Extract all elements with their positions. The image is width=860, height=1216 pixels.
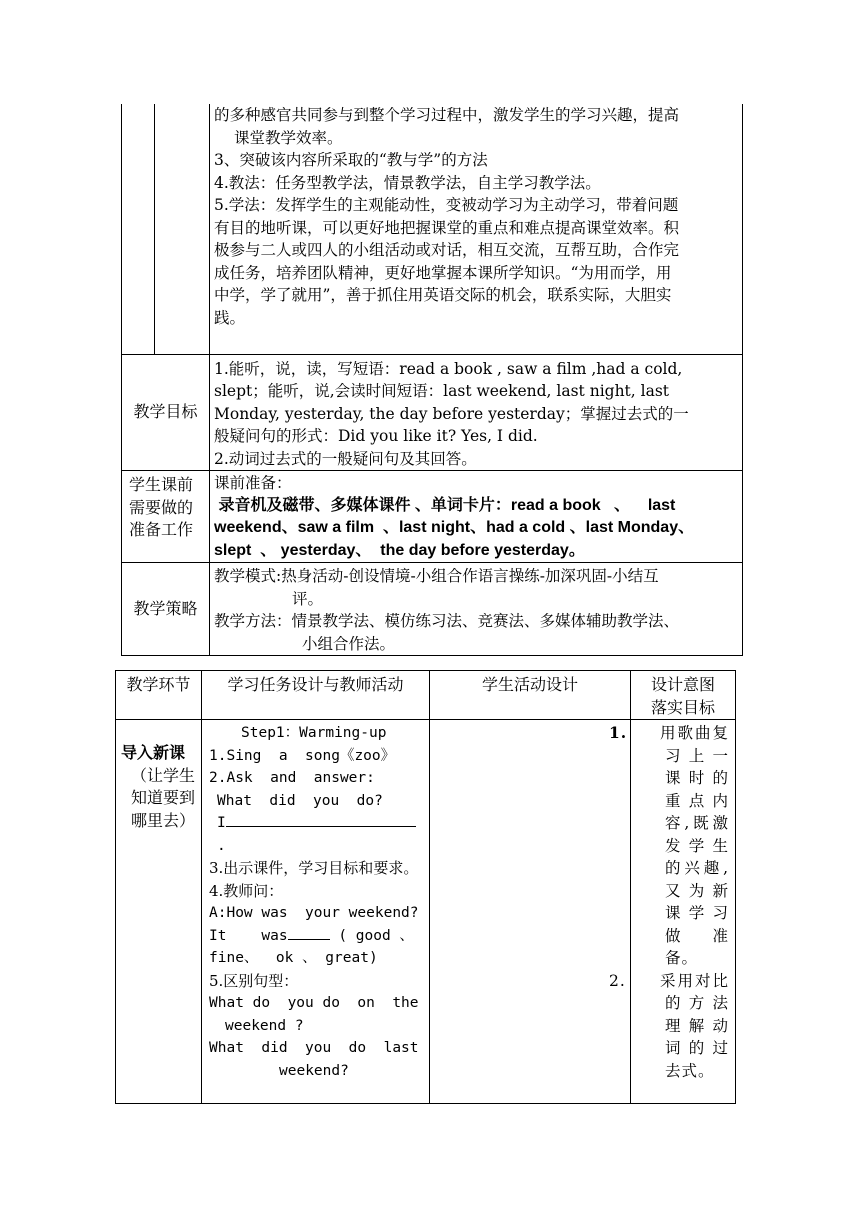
goals-label: 教学目标 (122, 354, 210, 471)
teacher-line: 5.区别句型： (209, 971, 299, 990)
stage-title: 导入新课 (121, 743, 186, 762)
goals-cell (210, 354, 743, 471)
prep-label-line: 学生课前 (129, 475, 194, 494)
prep-cell (210, 471, 743, 563)
teaching-process-table (115, 670, 736, 1104)
prep-title: 课前准备： (214, 474, 292, 492)
cont-line: 中学，学了就用”，善于抓住用英语交际的机会，联系实际，大胆实 (214, 286, 672, 304)
goals-line: 2.动词过去式的一般疑问句及其回答。 (214, 449, 477, 468)
student-activity-cell (430, 720, 631, 1104)
prep-line: slept 、 yesterday、 the day before yesterday。 (214, 541, 585, 559)
teacher-line: What did you do? (217, 792, 383, 809)
strategy-line: 评。 (292, 589, 324, 608)
fill-blank (226, 812, 416, 827)
goals-line: 1.能听，说，读，写短语：read a book , saw a film ,had a cold, (214, 359, 683, 378)
header-stage: 教学环节 (116, 671, 202, 720)
stage-cell (116, 720, 202, 1104)
header-intent: 设计意图 落实目标 (631, 671, 736, 720)
blank-cell-1 (122, 104, 155, 354)
step-title: Step1：Warming-up (241, 725, 387, 741)
blank-cell-2 (155, 104, 210, 354)
fill-blank (288, 925, 330, 940)
blank-prefix: I (217, 815, 226, 831)
intent-number: 1. (609, 723, 628, 742)
teacher-line: 1.Sing a song《zoo》 (209, 747, 396, 764)
teacher-line: fine、 ok 、 great) (209, 950, 378, 966)
teacher-line: A:How was your weekend? (209, 905, 419, 921)
goals-line: Monday, yesterday, the day before yesterday；掌握过去式的一 (214, 404, 689, 423)
intent-text: 采用对比的方法理解动词的过去式。 (659, 971, 729, 1080)
cont-line: 5.学法：发挥学生的主观能动性，变被动学习为主动学习，带着问题 (214, 196, 679, 214)
cont-line: 课堂教学效率。 (234, 128, 343, 147)
strategy-label: 教学策略 (122, 563, 210, 656)
teacher-line: What did you do last (209, 1040, 419, 1056)
goals-line: 般疑问句的形式：Did you like it? Yes, I did. (214, 427, 538, 445)
teacher-line: weekend? (279, 1062, 349, 1079)
goals-line: slept；能听，说,会读时间短语：last weekend, last night, last (214, 382, 670, 400)
teacher-activity-cell (202, 720, 430, 1104)
cont-line: 4.教法：任务型教学法，情景教学法，自主学习教学法。 (214, 173, 601, 192)
cont-line: 的多种感官共同参与到整个学习过程中，激发学生的学习兴趣，提高 (214, 106, 680, 124)
teacher-line: weekend ? (225, 1017, 304, 1034)
blank-prefix: It was (209, 927, 288, 944)
strategy-line: 教学模式:热身活动-创设情境-小组合作语言操练-加深巩固-小结互 (214, 567, 659, 585)
options-text: ( good 、 (338, 927, 414, 944)
strategy-cell (210, 563, 743, 656)
prep-line: 录音机及磁带、多媒体课件 、单词卡片：read a book 、 last (214, 496, 676, 514)
prep-line: weekend、saw a film 、last night、had a cold 、last Monday、 (214, 519, 695, 536)
header-student: 学生活动设计 (430, 671, 631, 720)
intent-item (609, 970, 729, 1083)
intent-item (609, 722, 729, 970)
strategy-line: 小组合作法。 (302, 634, 396, 653)
intent-cell (609, 720, 736, 1104)
teacher-line: What do you do on the (209, 995, 419, 1011)
stage-note: （让学生知道要到哪里去） (131, 765, 196, 830)
methods-cell (210, 104, 743, 354)
teacher-line: 3.出示课件，学习目标和要求。 (209, 859, 419, 877)
prep-label (122, 471, 210, 563)
teacher-line: 2.Ask and answer: (209, 770, 375, 786)
teacher-line: 4.教师问： (209, 881, 284, 900)
cont-line: 3、突破该内容所采取的“教与学”的方法 (214, 151, 488, 169)
intent-text: 用歌曲复习上一课时的重点内容,既激发学生的兴趣,又为新课学习做准备。 (659, 724, 729, 967)
prep-label-line: 需要做的 (129, 497, 194, 517)
strategy-line: 教学方法：情景教学法、模仿练习法、竞赛法、多媒体辅助教学法、 (214, 612, 680, 630)
teacher-line-blank (209, 925, 423, 948)
cont-line: 践。 (214, 308, 246, 327)
header-teacher: 学习任务设计与教师活动 (202, 671, 430, 720)
cont-line: 成任务，培养团队精神，更好地掌握本课所学知识。“为用而学，用 (214, 263, 672, 282)
prep-label-line: 准备工作 (129, 520, 194, 539)
lesson-plan-table (121, 104, 743, 656)
cont-line: 有目的地听课，可以更好地把握课堂的重点和难点提高课堂效率。积 (214, 218, 680, 237)
teacher-line-blank: I. (209, 812, 423, 857)
intent-number: 2. (609, 971, 626, 990)
cont-line: 极参与二人或四人的小组活动或对话，相互交流，互帮互助，合作完 (214, 241, 680, 259)
